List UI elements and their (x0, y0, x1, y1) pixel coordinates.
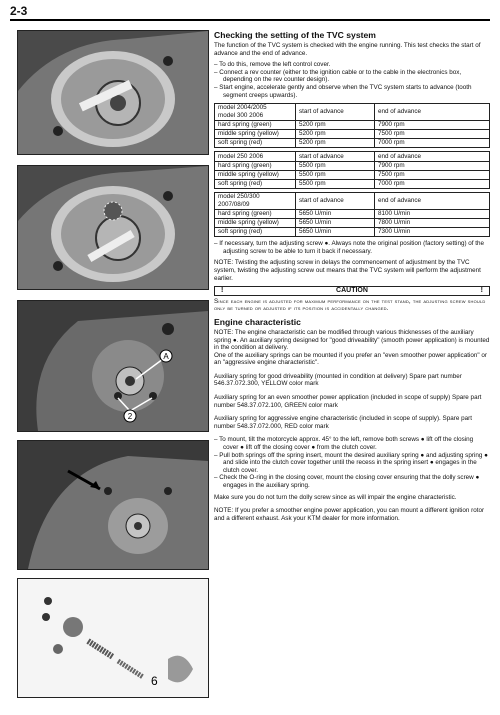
spring-smooth: Auxiliary spring for an even smoother power application (included in scope of supply) Spare part number 548.37.072.100, GREEN color mark (214, 394, 482, 409)
caution-label: CAUTION (336, 287, 368, 295)
table-row (215, 180, 490, 189)
table-cell: 5200 rpm (296, 130, 375, 139)
note-final: NOTE: If you prefer a smoother engine power application, you can mount a different ignition rotor and a different exhaust. Ask your KTM dealer for more information. (214, 507, 485, 522)
table-model: model 2004/2005 model 300 2006 (215, 104, 296, 121)
table-cell: 5650 U/min (296, 228, 375, 237)
caution-mark-right: ! (480, 287, 483, 295)
photo-clutch-cover (17, 440, 209, 570)
table-header-end: end of advance (375, 152, 490, 162)
table-cell: 5200 rpm (296, 139, 375, 148)
table-header-end: end of advance (375, 193, 490, 210)
table-cell: 7900 rpm (375, 162, 490, 171)
table-cell: 7300 U/min (375, 228, 490, 237)
table-cell: 5500 rpm (296, 180, 375, 189)
caution-box (214, 286, 490, 296)
table-cell: 7500 rpm (375, 130, 490, 139)
table-cell: hard spring (green) (215, 162, 296, 171)
mount-step: – Check the O-ring in the closing cover, mount the closing cover ensuring that the dolly screw ● engages in the auxiliary spring. (214, 474, 490, 489)
mount-step: – To mount, tilt the motorcycle approx. 45° to the left, remove both screws ● lift off the closing cover ● lift off the closing cover ● from the clutch cover. (214, 436, 490, 451)
text-column (214, 30, 490, 526)
table-cell: 5500 rpm (296, 162, 375, 171)
table-cell: hard spring (green) (215, 210, 296, 219)
table-header-start: start of advance (296, 193, 375, 210)
table-row (215, 121, 490, 130)
table-cell: 7900 rpm (375, 121, 490, 130)
caution-text: Since each engine is adjusted for maximum performance on the test stand, the adjusting screw should only be turned or adjusted if its position is accidentally changed. (214, 297, 486, 313)
adjust-steps (214, 240, 490, 255)
callout-2: 2 (127, 412, 133, 421)
section-title-tvc: Checking the setting of the TVC system (214, 30, 376, 40)
photo-spring-parts (17, 578, 209, 698)
advance-table-250-300-2007 (214, 192, 490, 237)
table-cell: soft spring (red) (215, 180, 296, 189)
table-row (215, 162, 490, 171)
photo-ignition-rotor-1 (17, 30, 209, 155)
note-adjusting: NOTE: Twisting the adjusting screw in delays the commencement of adjustment by the TVC system, twisting the adjusting screw out means that the TVC system will perform the adjustment earlier. (214, 259, 481, 282)
table-row (215, 210, 490, 219)
table-model: model 250 2006 (215, 152, 296, 162)
table-cell: 7500 rpm (375, 171, 490, 180)
tvc-steps (214, 61, 490, 99)
table-cell: hard spring (green) (215, 121, 296, 130)
table-row (215, 171, 490, 180)
advance-table-250-2006 (214, 151, 490, 189)
table-model: model 250/300 2007/08/09 (215, 193, 296, 210)
spring-aggressive: Auxiliary spring for aggressive engine characteristic (included in scope of supply). Spare part number 548.37.072.000, RED color mark (214, 415, 472, 430)
table-cell: 7000 rpm (375, 139, 490, 148)
dolly-warning: Make sure you do not turn the dolly screw since as will impair the engine characteristic. (214, 493, 457, 501)
table-header-end: end of advance (375, 104, 490, 121)
table-cell: 5200 rpm (296, 121, 375, 130)
table-cell: middle spring (yellow) (215, 219, 296, 228)
table-header-start: start of advance (296, 104, 375, 121)
section-title-engine: Engine characteristic (214, 316, 301, 327)
tvc-intro: The function of the TVC system is checked with the engine running. This test checks the start of advance and the end of advance. (214, 42, 481, 57)
table-row (215, 228, 490, 237)
tvc-step: – To do this, remove the left control cover. (214, 61, 490, 69)
advance-table-2004-2005 (214, 103, 490, 148)
tvc-step: – Start engine, accelerate gently and observe when the TVC system starts to advance (tooth segment creeps upwards). (214, 84, 490, 99)
page-number: 2-3 (10, 4, 28, 18)
engine-note: NOTE: The engine characteristic can be modified through various thicknesses of the auxiliary spring ●. An auxiliary spring designed for "good driveability" (smooth power application) is mounted in the condition at delivery. (214, 328, 490, 352)
table-cell: 7800 U/min (375, 219, 490, 228)
photo-ignition-rotor-2 (17, 165, 209, 290)
tvc-step: – Connect a rev counter (either to the ignition cable or to the cable in the electronics box, depending on the rev counter design). (214, 69, 490, 84)
mount-steps (214, 436, 490, 489)
callout-a: A (163, 352, 169, 361)
table-cell: middle spring (yellow) (215, 130, 296, 139)
table-cell: 5650 U/min (296, 210, 375, 219)
table-row (215, 219, 490, 228)
table-cell: 8100 U/min (375, 210, 490, 219)
header-rule (10, 19, 490, 21)
table-cell: 5650 U/min (296, 219, 375, 228)
spring-good: Auxiliary spring for good driveability (mounted in condition at delivery) Spare part number 546.37.072.300, YELLOW color mark (214, 372, 462, 388)
mount-step: – Pull both springs off the spring insert, mount the desired auxiliary spring ● and adjusting spring ● and slide into the clutch cover together until the recess in the spring insert ● engages in the clutch cover. (214, 452, 490, 475)
table-header-start: start of advance (296, 152, 375, 162)
table-row (215, 130, 490, 139)
caution-mark-left: ! (221, 287, 224, 295)
table-cell: middle spring (yellow) (215, 171, 296, 180)
table-cell: 5500 rpm (296, 171, 375, 180)
photo-adjusting-screw (17, 300, 209, 432)
engine-para: One of the auxiliary springs can be mounted if you prefer an "even smoother power application" or an "aggressive engine characteristic". (214, 351, 487, 367)
table-row (215, 139, 490, 148)
callout-6: 6 (151, 674, 158, 688)
table-cell: soft spring (red) (215, 228, 296, 237)
table-cell: 7000 rpm (375, 180, 490, 189)
table-cell: soft spring (red) (215, 139, 296, 148)
adjust-step: – If necessary, turn the adjusting screw ●. Always note the original position (factory setting) of the adjusting screw to be able to turn it back if necessary. (214, 240, 490, 255)
